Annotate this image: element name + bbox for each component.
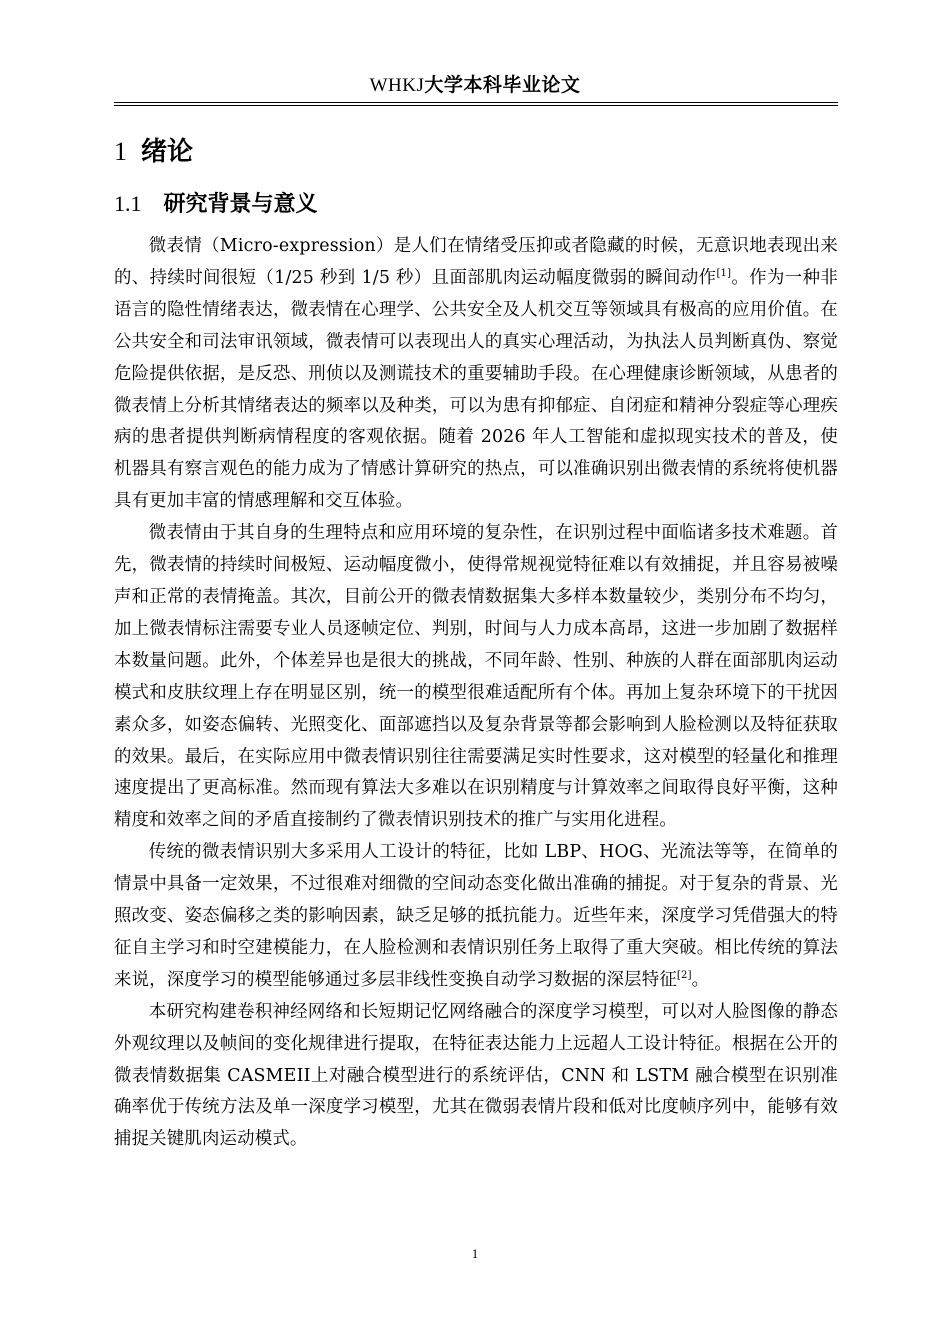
body-text xyxy=(114,231,838,1156)
page-number: 1 xyxy=(471,1246,479,1261)
paragraph-text: 微表情由于其自身的生理特点和应用环境的复杂性，在识别过程中面临诸多技术难题。首先，微表情的持续时间极短、运动幅度微小，使得常规视觉特征难以有效捕捉，并且容易被噪声和正常的表情掩盖。其次，目前公开的微表情数据集大多样本数量较少，类别分布不均匀，加上微表情标注需要专业人员逐帧定位、判别，时间与人力成本高昂，这进一步加剧了数据样本数量问题。此外，个体差异也是很大的挑战，不同年龄、性别、种族的人群在面部肌肉运动模式和皮肤纹理上存在明显区别，统一的模型很难适配所有个体。再加上复杂环境下的干扰因素众多，如姿态偏转、光照变化、面部遮挡以及复杂背景等都会影响到人脸检测以及特征获取的效果。最后，在实际应用中微表情识别往往需要满足实时性要求，这对模型的轻量化和推理速度提出了更高标准。然而现有算法大多难以在识别精度与计算效率之间取得良好平衡，这种精度和效率之间的矛盾直接制约了微表情识别技术的推广与实用化进程。 xyxy=(114,523,838,831)
paragraph-text: 。作为一种非语言的隐性情绪表达，微表情在心理学、公共安全及人机交互等领域具有极高的应用价值。在公共安全和司法审讯领域，微表情可以表现出人的真实心理活动，为执法人员判断真伪、察觉危险提供依据，是反恐、刑侦以及测谎技术的重要辅助手段。在心理健康诊断领域，从患者的微表情上分析其情绪表达的频率以及种类，可以为患有抑郁症、自闭症和精神分裂症等心理疾病的患者提供判断病情程度的客观依据。随着 2026 年人工智能和虚拟现实技术的普及，使机器具有察言观色的能力成为了情感计算研究的热点，可以准确识别出微表情的系统将使机器具有更加丰富的情感理解和交互体验。 xyxy=(114,267,838,512)
citation[interactable]: [2] xyxy=(676,969,692,981)
running-header-prefix: WHKJ xyxy=(369,75,425,96)
running-header-title: 大学本科毕业论文 xyxy=(424,74,581,96)
chapter-number: 1 xyxy=(114,137,127,166)
chapter-heading xyxy=(114,132,193,172)
running-header xyxy=(0,72,950,99)
section-number: 1.1 xyxy=(114,191,142,216)
chapter-title: 绪论 xyxy=(141,137,194,167)
paragraph-text: 本研究构建卷积神经网络和长短期记忆网络融合的深度学习模型，可以对人脸图像的静态外观纹理以及帧间的变化规律进行提取，在特征表达能力上远超人工设计特征。根据在公开的微表情数据集 CASMEII上对融合模型进行的系统评估，CNN 和 LSTM 融合模型在识别准确率优于传统方法及单一深度学习模型，尤其在微弱表情片段和低对比度帧序列中，能够有效捕捉关键肌肉运动模式。 xyxy=(114,1001,838,1150)
section-heading xyxy=(114,186,318,223)
section-title: 研究背景与意义 xyxy=(163,192,318,217)
header-rule xyxy=(114,102,838,103)
paragraph xyxy=(114,837,838,997)
citation[interactable]: [1] xyxy=(716,267,732,279)
paragraph-text: 。 xyxy=(691,969,710,990)
header-rule-thin xyxy=(114,105,838,106)
paragraph-text: 微表情（Micro-expression）是人们在情绪受压抑或者隐藏的时候，无意识地表现出来的、持续时间很短（1/25 秒到 1/5 秒）且面部肌肉运动幅度微弱的瞬间动作 xyxy=(114,236,838,288)
paragraph xyxy=(114,231,838,518)
paragraph-text: 传统的微表情识别大多采用人工设计的特征，比如 LBP、HOG、光流法等等，在简单的情景中具备一定效果，不过很难对细微的空间动态变化做出准确的捕捉。对于复杂的背景、光照改变、姿态偏移之类的影响因素，缺乏足够的抵抗能力。近些年来，深度学习凭借强大的特征自主学习和时空建模能力，在人脸检测和表情识别任务上取得了重大突破。相比传统的算法来说，深度学习的模型能够通过多层非线性变换自动学习数据的深层特征 xyxy=(114,842,838,990)
paragraph xyxy=(114,997,838,1157)
paragraph xyxy=(114,518,838,837)
